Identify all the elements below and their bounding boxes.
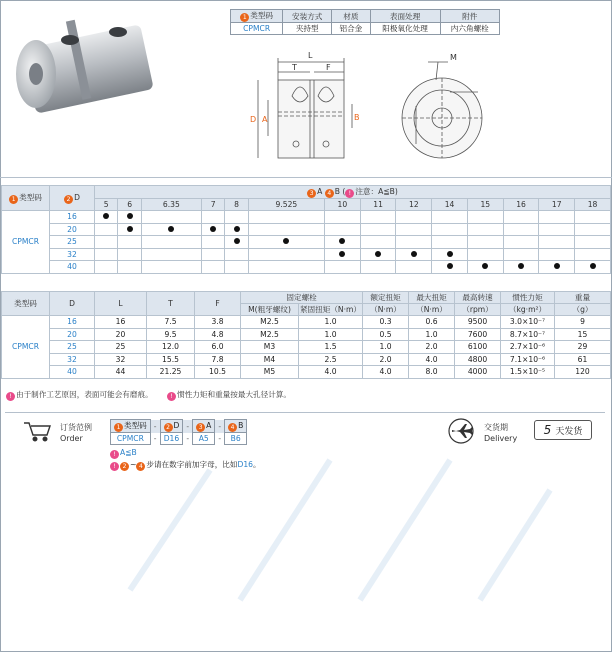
order-header-type: 1 类型码 xyxy=(111,420,151,433)
order-value-b: B6 xyxy=(225,433,247,445)
t1-mark-cell xyxy=(95,236,118,249)
t2-cell-max: 0.6 xyxy=(409,316,455,329)
t2-cell-weight: 120 xyxy=(555,366,611,379)
t1-mark-cell xyxy=(225,223,248,236)
t2-model-cell: CPMCR xyxy=(2,316,50,379)
t2-cell-l: 44 xyxy=(95,366,147,379)
t2-cell-m: M4 xyxy=(241,353,299,366)
t1-col-10: 15 xyxy=(467,199,503,211)
t1-col-1: 6 xyxy=(118,199,141,211)
dimension-table xyxy=(1,291,611,379)
t2-cell-speed: 6100 xyxy=(455,341,501,354)
t1-d-cell: 25 xyxy=(50,236,95,249)
bullet-badge: ! xyxy=(167,392,176,401)
t1-mark-cell xyxy=(539,248,575,261)
available-dot xyxy=(447,263,453,269)
t2-cell-m: M3 xyxy=(241,341,299,354)
t2-cell-m: M5 xyxy=(241,366,299,379)
available-dot xyxy=(339,238,345,244)
t1-mark-cell xyxy=(225,211,248,224)
available-dot xyxy=(168,226,174,232)
t1-mark-cell xyxy=(467,236,503,249)
bore-combination-table xyxy=(1,185,611,274)
t1-mark-cell xyxy=(432,236,468,249)
t2-cell-max: 2.0 xyxy=(409,341,455,354)
t1-col-8: 12 xyxy=(396,199,432,211)
spec-header-surface: 表面处理 xyxy=(370,10,440,23)
t2-header-speed: 最高转速 xyxy=(455,292,501,304)
t1-col-12: 17 xyxy=(539,199,575,211)
t1-mark-cell xyxy=(575,211,611,224)
t2-cell-inertia: 7.1×10⁻⁶ xyxy=(501,353,555,366)
t2-cell-tq: 1.0 xyxy=(299,316,363,329)
t1-col-13: 18 xyxy=(575,199,611,211)
t1-mark-cell xyxy=(503,261,539,274)
t2-cell-speed: 4800 xyxy=(455,353,501,366)
table-row xyxy=(2,261,611,274)
t2-cell-inertia: 3.0×10⁻⁷ xyxy=(501,316,555,329)
table-row xyxy=(2,366,611,379)
dim-a-label: A xyxy=(262,115,268,124)
t1-mark-cell xyxy=(575,223,611,236)
bullet-badge: 1 xyxy=(9,195,18,204)
t1-d-cell: 16 xyxy=(50,211,95,224)
available-dot xyxy=(234,238,240,244)
spec-material: 铝合金 xyxy=(332,23,370,35)
t1-col-9: 14 xyxy=(432,199,468,211)
coupling-photo xyxy=(8,8,198,158)
bullet-badge: ! xyxy=(110,462,119,471)
t1-header-d: 2 D xyxy=(50,186,95,211)
t1-mark-cell xyxy=(118,261,141,274)
t1-mark-cell xyxy=(360,261,396,274)
table-row xyxy=(2,328,611,341)
bullet-badge: 2 xyxy=(164,423,173,432)
t1-mark-cell xyxy=(360,248,396,261)
bullet-badge: ! xyxy=(6,392,15,401)
order-notes: ! A≦B ! 2 ~ 4 步请在数字前加字母，比如D16。 xyxy=(110,447,261,471)
t2-header-f: F xyxy=(195,292,241,316)
order-value-type: CPMCR xyxy=(111,433,151,445)
t2-cell-weight: 29 xyxy=(555,341,611,354)
bullet-badge: 3 xyxy=(307,189,316,198)
t1-col-7: 11 xyxy=(360,199,396,211)
t2-cell-inertia: 8.7×10⁻⁷ xyxy=(501,328,555,341)
t2-cell-f: 6.0 xyxy=(195,341,241,354)
bullet-badge: ! xyxy=(110,450,119,459)
t1-mark-cell xyxy=(396,261,432,274)
t1-mark-cell xyxy=(324,261,360,274)
t1-mark-cell xyxy=(432,248,468,261)
spec-header-material: 材质 xyxy=(332,10,370,23)
bullet-badge: 1 xyxy=(114,423,123,432)
t1-mark-cell xyxy=(432,223,468,236)
t2-cell-f: 3.8 xyxy=(195,316,241,329)
t1-mark-cell xyxy=(467,223,503,236)
t1-mark-cell xyxy=(248,261,324,274)
t1-mark-cell xyxy=(118,236,141,249)
t1-mark-cell xyxy=(396,211,432,224)
table-row xyxy=(2,223,611,236)
t1-d-cell: 32 xyxy=(50,248,95,261)
order-header-a: 3 A xyxy=(193,420,215,433)
order-example-table: 1 类型码 - 2 D - 3 A - 4 B CPMCR - D16 - A5 - B6 xyxy=(110,419,247,445)
bullet-badge: 1 xyxy=(240,13,249,22)
t2-header-inertia: 惯性力矩 xyxy=(501,292,555,304)
t2-cell-t: 15.5 xyxy=(147,353,195,366)
available-dot xyxy=(127,213,133,219)
spec-mount: 夹持型 xyxy=(283,23,332,35)
t1-mark-cell xyxy=(201,248,224,261)
t1-mark-cell xyxy=(95,211,118,224)
t1-mark-cell xyxy=(201,261,224,274)
t1-mark-cell xyxy=(467,211,503,224)
t1-col-0: 5 xyxy=(95,199,118,211)
t1-d-cell: 20 xyxy=(50,223,95,236)
spec-header-accessory: 附件 xyxy=(440,10,499,23)
t1-mark-cell xyxy=(503,236,539,249)
t2-cell-d: 25 xyxy=(50,341,95,354)
t1-header-type: 1 类型码 xyxy=(2,186,50,211)
t1-col-6: 10 xyxy=(324,199,360,211)
t2-cell-speed: 4000 xyxy=(455,366,501,379)
t2-cell-inertia: 1.5×10⁻⁵ xyxy=(501,366,555,379)
section-divider xyxy=(0,177,612,178)
t1-mark-cell xyxy=(575,236,611,249)
t1-mark-cell xyxy=(248,248,324,261)
order-header-b: 4 B xyxy=(225,420,247,433)
spec-header-mount: 安装方式 xyxy=(283,10,332,23)
t1-mark-cell xyxy=(467,248,503,261)
t2-cell-rated: 0.3 xyxy=(363,316,409,329)
t1-mark-cell xyxy=(467,261,503,274)
note-wear: ! 由于制作工艺原因，表面可能会有磨痕。 ! 惯性力矩和重量按最大孔径计算。 xyxy=(6,389,291,401)
t1-mark-cell xyxy=(248,236,324,249)
dim-m-label: M xyxy=(450,53,457,62)
delivery-title: 交货期 Delivery xyxy=(484,423,518,443)
t1-mark-cell xyxy=(539,236,575,249)
t2-header-d: D xyxy=(50,292,95,316)
cart-icon xyxy=(22,420,52,442)
t1-mark-cell xyxy=(141,211,201,224)
t2-header-bolt-torque: 紧固扭矩（N·m） xyxy=(299,305,362,314)
t1-mark-cell xyxy=(539,261,575,274)
t2-header-inertia-unit: （kg·m²） xyxy=(501,304,555,316)
order-title: 订货范例 Order xyxy=(60,423,92,443)
watermark-logo xyxy=(90,430,570,630)
available-dot xyxy=(339,251,345,257)
delivery-days-badge: 5 天发货 xyxy=(534,420,592,440)
t2-cell-tq: 2.5 xyxy=(299,353,363,366)
t1-mark-cell xyxy=(539,223,575,236)
dim-d-label: D xyxy=(250,115,257,124)
spec-header-type: 1 类型码 xyxy=(231,10,283,23)
t2-header-max: 最大扭矩 xyxy=(409,292,455,304)
t1-mark-cell xyxy=(324,211,360,224)
t2-header-rated: 额定扭矩 xyxy=(363,292,409,304)
bullet-badge: 4 xyxy=(136,462,145,471)
t1-mark-cell xyxy=(575,261,611,274)
t2-cell-tq: 1.5 xyxy=(299,341,363,354)
t1-mark-cell xyxy=(95,223,118,236)
t2-cell-rated: 0.5 xyxy=(363,328,409,341)
table-row xyxy=(2,248,611,261)
bullet-badge: 3 xyxy=(196,423,205,432)
t2-cell-d: 16 xyxy=(50,316,95,329)
t2-cell-t: 7.5 xyxy=(147,316,195,329)
t1-header-ab: 3 A 4 B ( ! 注意：A≦B) xyxy=(95,186,611,199)
t2-cell-m: M2.5 xyxy=(241,316,299,329)
t1-mark-cell xyxy=(201,236,224,249)
available-dot xyxy=(518,263,524,269)
table-row xyxy=(2,236,611,249)
spec-surface: 阳极氧化处理 xyxy=(370,23,440,35)
t1-mark-cell xyxy=(360,211,396,224)
bullet-badge: 2 xyxy=(120,462,129,471)
t1-mark-cell xyxy=(539,211,575,224)
table-row xyxy=(2,353,611,366)
dim-f-label: F xyxy=(326,63,331,72)
t1-mark-cell xyxy=(324,223,360,236)
t2-cell-l: 32 xyxy=(95,353,147,366)
t1-mark-cell xyxy=(503,248,539,261)
available-dot xyxy=(375,251,381,257)
t1-mark-cell xyxy=(225,261,248,274)
t2-cell-l: 20 xyxy=(95,328,147,341)
t2-cell-l: 16 xyxy=(95,316,147,329)
t2-cell-f: 7.8 xyxy=(195,353,241,366)
t1-mark-cell xyxy=(324,248,360,261)
spec-accessory: 内六角螺栓 xyxy=(440,23,499,35)
t2-cell-weight: 9 xyxy=(555,316,611,329)
available-dot xyxy=(590,263,596,269)
table-row xyxy=(2,316,611,329)
t2-cell-m: M2.5 xyxy=(241,328,299,341)
t1-mark-cell xyxy=(95,248,118,261)
t1-mark-cell xyxy=(225,248,248,261)
t2-cell-inertia: 2.7×10⁻⁶ xyxy=(501,341,555,354)
t1-mark-cell xyxy=(95,261,118,274)
t1-mark-cell xyxy=(575,248,611,261)
t2-cell-f: 10.5 xyxy=(195,366,241,379)
available-dot xyxy=(482,263,488,269)
t1-mark-cell xyxy=(248,211,324,224)
t1-col-11: 16 xyxy=(503,199,539,211)
t2-cell-rated: 4.0 xyxy=(363,366,409,379)
available-dot xyxy=(447,251,453,257)
t2-cell-tq: 4.0 xyxy=(299,366,363,379)
t2-header-weight: 重量 xyxy=(555,292,611,304)
t2-cell-tq: 1.0 xyxy=(299,328,363,341)
t1-mark-cell xyxy=(201,211,224,224)
t1-mark-cell xyxy=(324,236,360,249)
t1-mark-cell xyxy=(396,236,432,249)
t2-cell-speed: 7600 xyxy=(455,328,501,341)
t2-cell-d: 40 xyxy=(50,366,95,379)
t2-cell-d: 20 xyxy=(50,328,95,341)
t2-header-bolt: 固定螺栓 xyxy=(241,292,363,304)
t1-model-cell: CPMCR xyxy=(2,211,50,274)
t1-col-2: 6.35 xyxy=(141,199,201,211)
t1-mark-cell xyxy=(360,223,396,236)
dim-b-label: B xyxy=(354,113,360,122)
available-dot xyxy=(234,226,240,232)
t2-cell-t: 12.0 xyxy=(147,341,195,354)
order-value-a: A5 xyxy=(193,433,215,445)
t1-mark-cell xyxy=(396,223,432,236)
t1-mark-cell xyxy=(225,236,248,249)
t2-header-bolt-m: M(粗牙螺纹) xyxy=(241,304,299,316)
t2-header-l: L xyxy=(95,292,147,316)
available-dot xyxy=(127,226,133,232)
t1-mark-cell xyxy=(118,223,141,236)
t1-mark-cell xyxy=(432,211,468,224)
t2-header-t: T xyxy=(147,292,195,316)
t2-header-type: 类型码 xyxy=(2,292,50,316)
t2-cell-rated: 2.0 xyxy=(363,353,409,366)
bullet-badge: 2 xyxy=(64,195,73,204)
dim-t-label: T xyxy=(292,63,297,72)
t2-cell-max: 4.0 xyxy=(409,353,455,366)
t1-mark-cell xyxy=(396,248,432,261)
t1-col-5: 9.525 xyxy=(248,199,324,211)
t2-cell-l: 25 xyxy=(95,341,147,354)
technical-drawing xyxy=(238,40,508,170)
dim-l-label: L xyxy=(308,51,313,60)
bullet-badge: 4 xyxy=(325,189,334,198)
available-dot xyxy=(103,213,109,219)
available-dot xyxy=(283,238,289,244)
t1-mark-cell xyxy=(201,223,224,236)
bullet-badge: 4 xyxy=(228,423,237,432)
t1-d-cell: 40 xyxy=(50,261,95,274)
t2-header-weight-unit: （g） xyxy=(555,304,611,316)
table-row xyxy=(2,341,611,354)
t1-mark-cell xyxy=(141,223,201,236)
available-dot xyxy=(554,263,560,269)
t2-cell-max: 8.0 xyxy=(409,366,455,379)
order-value-d: D16 xyxy=(160,433,183,445)
t1-col-3: 7 xyxy=(201,199,224,211)
t2-cell-t: 21.25 xyxy=(147,366,195,379)
t2-cell-d: 32 xyxy=(50,353,95,366)
spec-table xyxy=(230,9,500,35)
t2-cell-max: 1.0 xyxy=(409,328,455,341)
t2-header-max-unit: （N·m） xyxy=(409,304,455,316)
table-row xyxy=(2,211,611,224)
t1-mark-cell xyxy=(118,248,141,261)
t1-col-4: 8 xyxy=(225,199,248,211)
available-dot xyxy=(411,251,417,257)
t1-mark-cell xyxy=(118,211,141,224)
order-header-d: 2 D xyxy=(160,420,183,433)
t1-mark-cell xyxy=(503,211,539,224)
t1-mark-cell xyxy=(503,223,539,236)
t2-header-rated-unit: （N·m） xyxy=(363,304,409,316)
bullet-badge: ! xyxy=(345,189,354,198)
spec-type-code: CPMCR xyxy=(231,23,283,35)
t1-mark-cell xyxy=(432,261,468,274)
t1-mark-cell xyxy=(141,248,201,261)
t2-cell-speed: 9500 xyxy=(455,316,501,329)
t2-cell-f: 4.8 xyxy=(195,328,241,341)
t2-cell-t: 9.5 xyxy=(147,328,195,341)
t2-header-speed-unit: （rpm） xyxy=(455,304,501,316)
t2-cell-rated: 1.0 xyxy=(363,341,409,354)
t1-mark-cell xyxy=(360,236,396,249)
t1-mark-cell xyxy=(141,261,201,274)
t2-cell-weight: 61 xyxy=(555,353,611,366)
available-dot xyxy=(210,226,216,232)
t1-mark-cell xyxy=(141,236,201,249)
t1-mark-cell xyxy=(248,223,324,236)
t2-cell-weight: 15 xyxy=(555,328,611,341)
